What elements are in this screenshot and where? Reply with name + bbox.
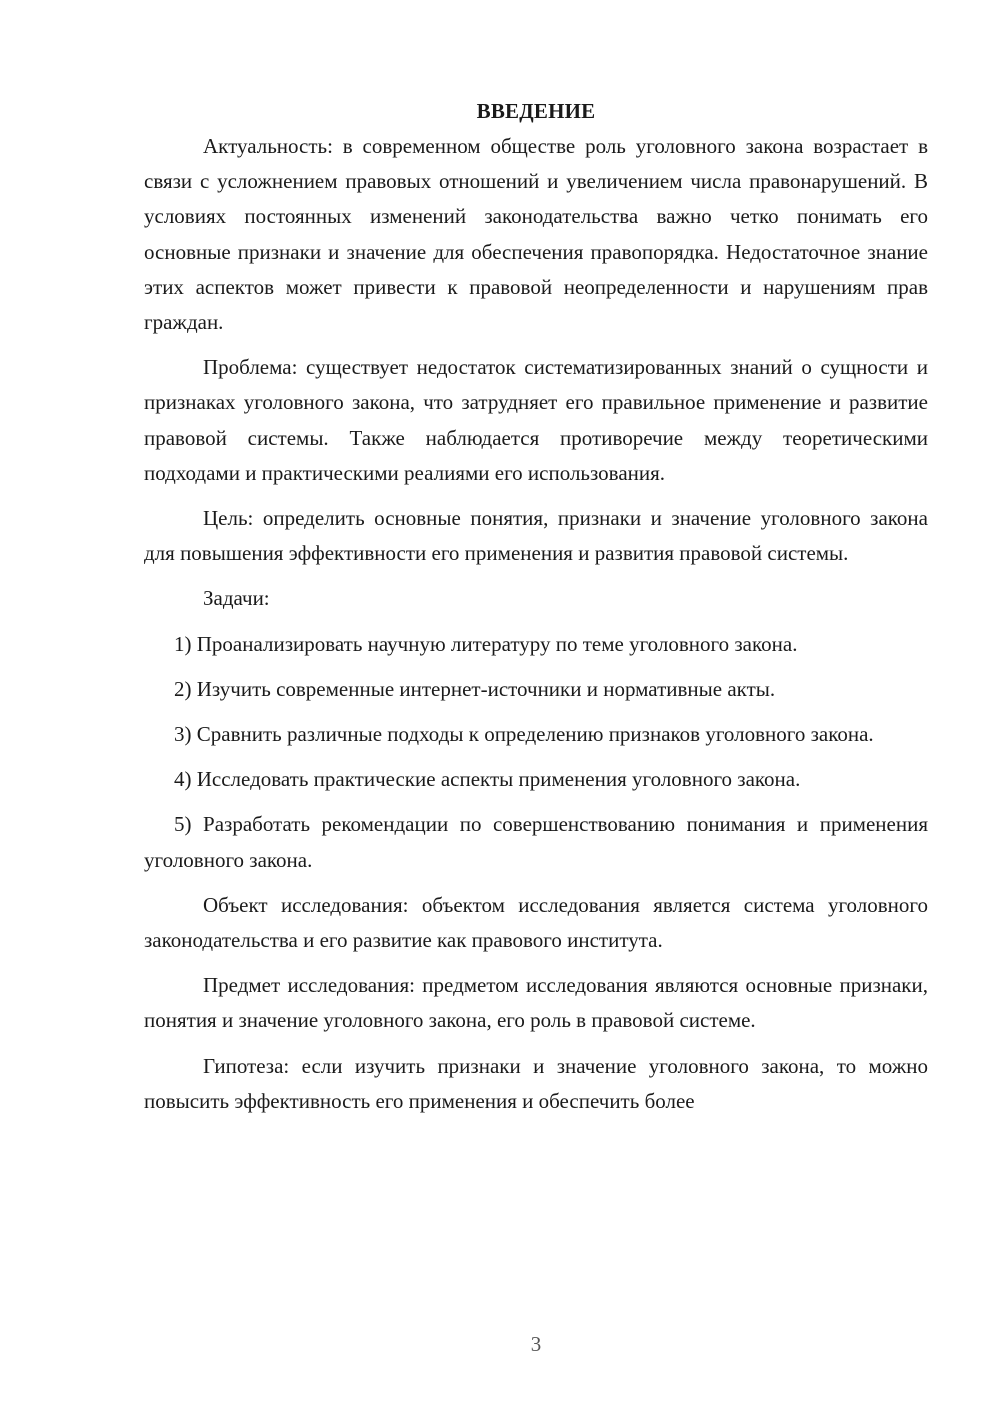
page-number: 3: [530, 1332, 542, 1356]
paragraph-goal: Цель: определить основные понятия, признаки и значение уголовного закона для повышения эффективности его применения и развития правовой системы.: [144, 506, 928, 566]
paragraph-problem: Проблема: существует недостаток систематизированных знаний о сущности и признаках уголовного закона, что затрудняет его правильное применение и развитие правовой системы. Также наблюдается противоречие между теоретическими подходами и практическими реалиями его использования.: [144, 355, 928, 485]
document-page: [144, 94, 928, 1129]
list-item: 4) Исследовать практические аспекты применения уголовного закона.: [174, 767, 801, 792]
tasks-list: [144, 627, 928, 878]
paragraph-hypothesis: Гипотеза: если изучить признаки и значение уголовного закона, то можно повысить эффективность его применения и обеспечить более: [144, 1053, 928, 1113]
paragraph-subject: Предмет исследования: предметом исследования являются основные признаки, понятия и значение уголовного закона, его роль в правовой системе.: [144, 973, 928, 1033]
list-item: 3) Сравнить различные подходы к определению признаков уголовного закона.: [174, 722, 874, 747]
list-item: 2) Изучить современные интернет-источники и нормативные акты.: [174, 676, 776, 701]
paragraph-object: Объект исследования: объектом исследования является система уголовного законодательства и его развитие как правового института.: [144, 892, 928, 953]
list-item: 1) Проанализировать научную литературу по теме уголовного закона.: [174, 631, 798, 656]
list-item: 5) Разработать рекомендации по совершенствованию понимания и применения уголовного закона.: [144, 812, 928, 872]
page-title: ВВЕДЕНИЕ: [476, 99, 596, 123]
paragraph-relevance: Актуальность: в современном обществе роль уголовного закона возрастает в связи с усложнением правовых отношений и увеличением числа правонарушений. В условиях постоянных изменений законодательства важно четко понимать его основные признаки и значение для обеспечения правопорядка. Недостаточное знание этих аспектов может привести к правовой неопределенности и нарушениям прав граждан.: [144, 134, 928, 335]
tasks-heading: Задачи:: [203, 586, 270, 611]
